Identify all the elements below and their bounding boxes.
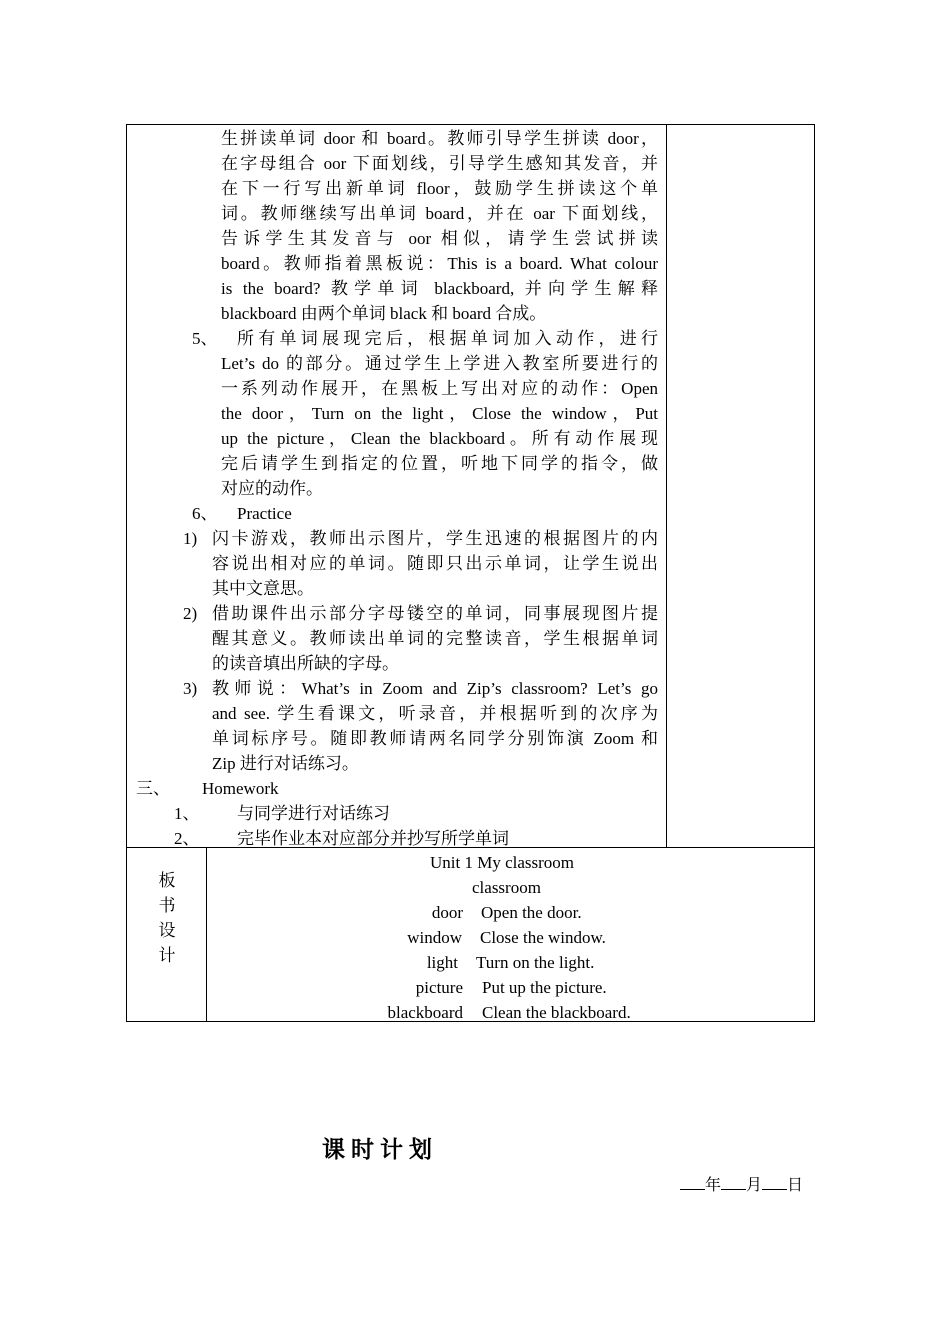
text-line: 在下一行写出新单词 floor，鼓励学生拼读这个单 — [221, 179, 658, 198]
date-blank — [680, 1175, 705, 1190]
board-label-char: 计 — [158, 946, 176, 965]
text-line: board。教师指着黑板说：This is a board. What colour — [221, 254, 658, 273]
step-number: 5、 — [192, 329, 218, 348]
text-line: blackboard 由两个单词 black 和 board 合成。 — [221, 304, 547, 323]
text-line: 借助课件出示部分字母镂空的单词，同事展现图片提 — [212, 604, 658, 623]
list-number: 3) — [183, 679, 198, 698]
board-word: window — [407, 928, 462, 947]
board-design-label — [150, 868, 184, 968]
text-line: 词。教师继续写出单词 board，并在 oar 下面划线， — [221, 204, 658, 223]
board-subtitle: classroom — [472, 878, 541, 897]
board-word: picture — [415, 978, 463, 997]
text-line: 一系列动作展开，在黑板上写出对应的动作：Open — [221, 379, 658, 398]
text-line: 的读音填出所缺的字母。 — [212, 654, 399, 673]
date-year-label: 年 — [705, 1177, 722, 1194]
text-line: 单词标序号。随即教师请两名同学分别饰演 Zoom 和 — [212, 729, 658, 748]
list-item: 与同学进行对话练习 — [237, 804, 390, 823]
step-title: Practice — [237, 504, 292, 523]
date-line — [680, 1172, 803, 1195]
date-month-label: 月 — [746, 1177, 763, 1194]
text-line: 醒其意义。教师读出单词的完整读音，学生根据单词 — [212, 629, 658, 648]
board-phrase: Close the window. — [480, 928, 606, 947]
text-line: 生拼读单词 door 和 board。教师引导学生拼读 door， — [221, 129, 658, 148]
text-line: 所有单词展现完后，根据单词加入动作，进行 — [237, 329, 658, 348]
table-divider-right — [666, 124, 667, 847]
list-item: 完毕作业本对应部分并抄写所学单词 — [237, 829, 509, 848]
text-line: 容说出相对应的单词。随即只出示单词，让学生说出 — [212, 554, 658, 573]
text-line: up the picture，Clean the blackboard。所有动作展现 — [221, 429, 658, 448]
step-number: 6、 — [192, 504, 218, 523]
text-line: Zip 进行对话练习。 — [212, 754, 359, 773]
text-line: 其中文意思。 — [212, 579, 314, 598]
list-number: 1、 — [174, 804, 200, 823]
text-line: 闪卡游戏，教师出示图片，学生迅速的根据图片的内 — [212, 529, 658, 548]
board-phrase: Open the door. — [481, 903, 582, 922]
text-line: 对应的动作。 — [221, 479, 323, 498]
table-divider-board — [206, 847, 207, 1022]
board-title: Unit 1 My classroom — [430, 853, 575, 872]
text-line: 告诉学生其发音与 oor 相似，请学生尝试拼读 — [221, 229, 658, 248]
text-line: 在字母组合 oor 下面划线，引导学生感知其发音，并 — [221, 154, 658, 173]
list-number: 2、 — [174, 829, 200, 848]
page-title: 课时计划 — [322, 1137, 438, 1163]
text-line: 完后请学生到指定的位置，听地下同学的指令，做 — [221, 454, 658, 473]
board-word: light — [426, 953, 458, 972]
text-line: Let’s do 的部分。通过学生上学进入教室所要进行的 — [221, 354, 658, 373]
board-label-char: 板 — [158, 871, 176, 890]
list-number: 2) — [183, 604, 198, 623]
board-word: blackboard — [387, 1003, 463, 1022]
date-day-label: 日 — [787, 1177, 804, 1194]
section-title: Homework — [202, 779, 279, 798]
board-phrase: Clean the blackboard. — [482, 1003, 631, 1022]
board-word: door — [431, 903, 463, 922]
text-line: and see. 学生看课文，听录音，并根据听到的次序为 — [212, 704, 658, 723]
text-line: is the board? 教学单词 blackboard, 并向学生解释 — [221, 279, 658, 298]
text-line: 教师说：What’s in Zoom and Zip’s classroom? Let’s go — [212, 679, 658, 698]
board-phrase: Turn on the light. — [476, 953, 595, 972]
section-number: 三、 — [136, 779, 170, 798]
list-number: 1) — [183, 529, 198, 548]
board-phrase: Put up the picture. — [482, 978, 607, 997]
text-line: the door，Turn on the light，Close the window，Put — [221, 404, 658, 423]
date-blank — [721, 1175, 746, 1190]
board-label-char: 书 — [158, 896, 176, 915]
date-blank — [762, 1175, 787, 1190]
board-label-char: 设 — [158, 921, 176, 940]
